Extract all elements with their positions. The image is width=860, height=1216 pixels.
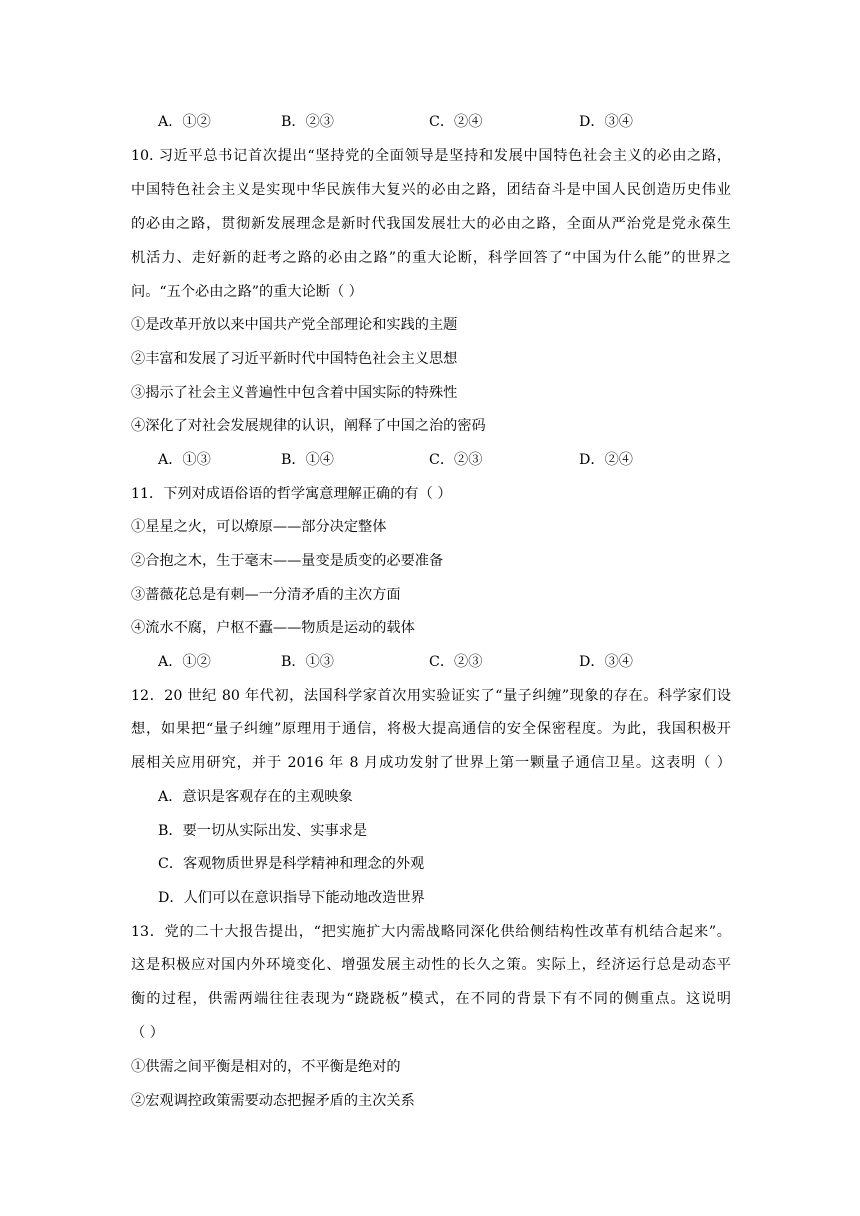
q11-stem: 11．下列对成语俗语的哲学寓意理解正确的有（ ）	[131, 486, 452, 502]
q10-stem-line-5: 问。“五个必由之路”的重大论断（ ）	[131, 284, 363, 300]
q11-options	[158, 652, 718, 672]
q13-stem-line-4: （ ）	[131, 1025, 164, 1041]
q10-option-a: A．①③	[158, 452, 211, 468]
q10-statement-2: ②丰富和发展了习近平新时代中国特色社会主义思想	[131, 351, 458, 367]
q11-statement-2: ②合抱之木，生于毫末——量变是质变的必要准备	[131, 553, 444, 569]
q11-option-a: A．①②	[158, 654, 211, 670]
q10-option-d: D．②④	[579, 452, 633, 468]
q13-stem-line-2: 这是积极应对国内外环境变化、增强发展主动性的长久之策。实际上，经济运行总是动态平	[131, 957, 731, 973]
q9-option-a: A．①②	[158, 114, 211, 130]
q10-statement-4: ④深化了对社会发展规律的认识，阐释了中国之治的密码	[131, 418, 486, 434]
q11-option-b: B．①③	[281, 654, 334, 670]
q13-statement-1: ①供需之间平衡是相对的，不平衡是绝对的	[131, 1059, 401, 1075]
q9-option-d: D．③④	[579, 114, 633, 130]
q10-statement-3: ③揭示了社会主义普遍性中包含着中国实际的特殊性	[131, 385, 458, 401]
q11-statement-3: ③蔷薇花总是有刺—一分清矛盾的主次方面	[131, 587, 401, 603]
q10-option-b: B．①④	[281, 452, 334, 468]
q10-stem-line-1: 10. 习近平总书记首次提出“坚持党的全面领导是坚持和发展中国特色社会主义的必由之路，	[131, 148, 731, 164]
q13-statement-2: ②宏观调控政策需要动态把握矛盾的主次关系	[131, 1093, 415, 1109]
q12-stem-line-2: 想，如果把“量子纠缠”原理用于通信，将极大提高通信的安全保密程度。为此，我国积极开	[131, 721, 731, 737]
q11-statement-4: ④流水不腐，户枢不蠹——物质是运动的载体	[131, 620, 415, 636]
q11-statement-1: ①星星之火，可以燎原——部分决定整体	[131, 519, 387, 535]
q12-option-c: C．客观物质世界是科学精神和理念的外观	[158, 856, 425, 872]
q12-option-b: B．要一切从实际出发、实事求是	[158, 823, 368, 839]
q11-option-d: D．③④	[579, 654, 633, 670]
q11-option-c: C．②③	[429, 654, 483, 670]
q10-stem-line-3: 的必由之路，贯彻新发展理念是新时代我国发展壮大的必由之路，全面从严治党是党永葆生	[131, 216, 731, 232]
q13-stem-line-1: 13．党的二十大报告提出，“把实施扩大内需战略同深化供给侧结构性改革有机结合起来”。	[131, 924, 731, 940]
q10-stem-line-2: 中国特色社会主义是实现中华民族伟大复兴的必由之路，团结奋斗是中国人民创造历史伟业	[131, 182, 731, 198]
q10-options	[158, 450, 718, 470]
q9-option-c: C．②④	[429, 114, 483, 130]
q9-options	[158, 112, 718, 132]
q9-option-b: B．②③	[281, 114, 334, 130]
q10-stem-line-4: 机活力、走好新的赶考之路的必由之路”的重大论断，科学回答了“中国为什么能”的世界之	[131, 250, 731, 266]
q12-stem-line-1: 12．20 世纪 80 年代初，法国科学家首次用实验证实了“量子纠缠”现象的存在。科学家们设	[131, 688, 731, 704]
q12-option-d: D．人们可以在意识指导下能动地改造世界	[158, 890, 425, 906]
q12-stem-line-3: 展相关应用研究，并于 2016 年 8 月成功发射了世界上第一颗量子通信卫星。这表明（ ）	[131, 755, 731, 771]
q12-option-a: A．意识是客观存在的主观映象	[158, 789, 353, 805]
q10-option-c: C．②③	[429, 452, 483, 468]
q13-stem-line-3: 衡的过程，供需两端往往表现为“跷跷板”模式，在不同的背景下有不同的侧重点。这说明	[131, 991, 731, 1007]
q10-statement-1: ①是改革开放以来中国共产党全部理论和实践的主题	[131, 317, 458, 333]
